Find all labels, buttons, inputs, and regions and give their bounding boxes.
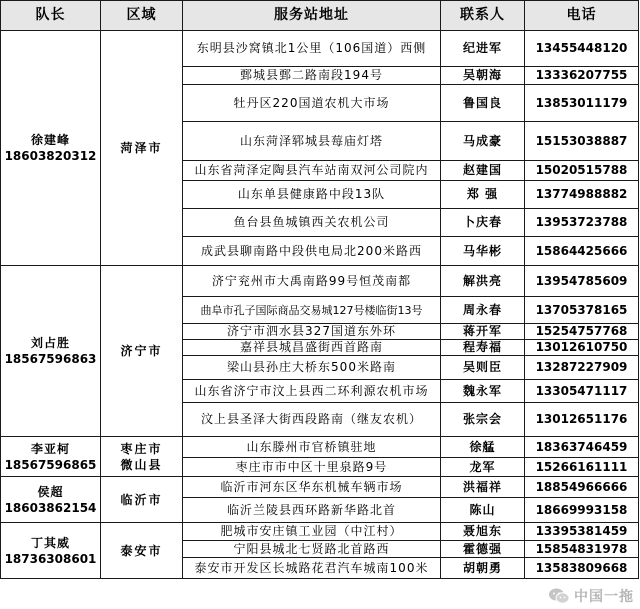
phone-cell: 13336207755 (525, 67, 639, 85)
phone-cell: 18669993158 (525, 498, 639, 523)
address-cell: 泰安市开发区长城路花君汽车城南100米 (183, 558, 441, 579)
phone-cell: 13287227909 (525, 356, 639, 380)
phone-cell: 15854831978 (525, 541, 639, 558)
contact-cell: 鲁国良 (441, 85, 525, 122)
header-row (1, 1, 639, 31)
phone-cell: 13853011179 (525, 85, 639, 122)
phone-cell: 13305471117 (525, 380, 639, 403)
watermark-text: 中国一拖 (574, 589, 634, 605)
address-cell: 山东滕州市官桥镇驻地 (183, 437, 441, 458)
header-region: 区域 (101, 1, 183, 31)
contact-cell: 郑 强 (441, 181, 525, 209)
leader-name: 刘占胜 (30, 336, 70, 350)
contact-cell: 周永春 (441, 297, 525, 324)
contact-cell: 马华彬 (441, 237, 525, 266)
leader-cell (1, 477, 101, 523)
contact-cell: 洪福祥 (441, 477, 525, 498)
phone-cell: 13953723788 (525, 209, 639, 237)
leader-name: 徐建峰 (30, 133, 70, 147)
leader-cell (1, 523, 101, 579)
region-cell (101, 31, 183, 266)
contact-cell: 胡朝勇 (441, 558, 525, 579)
phone-cell: 13954785609 (525, 266, 639, 297)
leader-phone: 18603862154 (4, 500, 97, 515)
address-cell: 宁阳县城北七贤路北首路西 (183, 541, 441, 558)
address-cell: 山东省菏泽定陶县汽车站南双河公司院内 (183, 161, 441, 181)
leader-name: 侯超 (37, 484, 64, 499)
region-name: 临沂市 (120, 492, 163, 507)
address-cell: 嘉祥县城昌盛街西首路南 (183, 340, 441, 356)
address-cell: 山东单县健康路中段13队 (183, 181, 441, 209)
phone-cell: 15864425666 (525, 237, 639, 266)
address-cell: 临沂市河东区华东机械车辆市场 (183, 477, 441, 498)
region-name: 枣庄市 (120, 441, 163, 456)
contact-cell: 聂旭东 (441, 523, 525, 541)
address-cell: 东明县沙窝镇北1公里（106国道）西侧 (183, 31, 441, 67)
address-cell: 曲阜市孔子国际商品交易城127号楼临街13号 (183, 297, 441, 324)
phone-cell: 13012610750 (525, 340, 639, 356)
leader-cell (1, 437, 101, 477)
phone-cell: 13455448120 (525, 31, 639, 67)
address-cell: 济宁市泗水县327国道东外环 (183, 324, 441, 340)
region-cell (101, 266, 183, 437)
contact-cell: 陈山 (441, 498, 525, 523)
contact-cell: 蒋开军 (441, 324, 525, 340)
address-cell: 牡丹区220国道农机大市场 (183, 85, 441, 122)
watermark (548, 586, 634, 606)
table-row (1, 31, 639, 67)
region-name: 泰安市 (120, 543, 163, 558)
region-cell (101, 523, 183, 579)
address-cell: 临沂兰陵县西环路新华路北首 (183, 498, 441, 523)
contact-cell: 霍德强 (441, 541, 525, 558)
address-cell: 汶上县圣泽大街西段路南（继友农机） (183, 403, 441, 437)
phone-cell: 15266161111 (525, 458, 639, 477)
phone-cell: 15153038887 (525, 122, 639, 161)
contact-cell: 卜庆春 (441, 209, 525, 237)
phone-cell: 13395381459 (525, 523, 639, 541)
contact-cell: 吴朝海 (441, 67, 525, 85)
table-row (1, 477, 639, 498)
phone-cell: 15020515788 (525, 161, 639, 181)
region-name: 济宁市 (120, 344, 163, 358)
phone-cell: 18363746459 (525, 437, 639, 458)
contact-cell: 马成豪 (441, 122, 525, 161)
contact-cell: 徐艋 (441, 437, 525, 458)
leader-name: 丁其威 (30, 535, 70, 550)
table-row (1, 266, 639, 297)
leader-phone: 18736308601 (4, 551, 97, 566)
contact-cell: 解洪亮 (441, 266, 525, 297)
leader-cell (1, 266, 101, 437)
address-cell: 鄄城县鄄二路南段194号 (183, 67, 441, 85)
contact-cell: 龙军 (441, 458, 525, 477)
phone-cell: 18854966666 (525, 477, 639, 498)
region-name: 菏泽市 (120, 141, 163, 155)
contact-cell: 魏永军 (441, 380, 525, 403)
region-name: 微山县 (120, 457, 163, 472)
leader-phone: 18567596865 (4, 457, 97, 472)
header-address: 服务站地址 (183, 1, 441, 31)
wechat-icon (548, 587, 570, 605)
contact-cell: 程寿福 (441, 340, 525, 356)
phone-cell: 13774988882 (525, 181, 639, 209)
region-cell (101, 437, 183, 477)
address-cell: 山东省济宁市汶上县西二环利源农机市场 (183, 380, 441, 403)
leader-cell (1, 31, 101, 266)
leader-phone: 18567596863 (4, 352, 97, 366)
contact-cell: 纪进军 (441, 31, 525, 67)
contact-cell: 赵建国 (441, 161, 525, 181)
header-leader: 队长 (1, 1, 101, 31)
phone-cell: 13583809668 (525, 558, 639, 579)
region-cell (101, 477, 183, 523)
phone-cell: 13705378165 (525, 297, 639, 324)
contact-cell: 吴则臣 (441, 356, 525, 380)
address-cell: 枣庄市市中区十里泉路9号 (183, 458, 441, 477)
leader-name: 李亚柯 (30, 441, 70, 456)
leader-phone: 18603820312 (4, 149, 97, 163)
address-cell: 山东菏泽郓城县莓庙灯塔 (183, 122, 441, 161)
table-row (1, 523, 639, 541)
address-cell: 济宁兖州市大禹南路99号恒茂南都 (183, 266, 441, 297)
phone-cell: 15254757768 (525, 324, 639, 340)
phone-cell: 13012651176 (525, 403, 639, 437)
address-cell: 成武县聊南路中段供电局北200米路西 (183, 237, 441, 266)
table-row (1, 437, 639, 458)
address-cell: 鱼台县鱼城镇西关农机公司 (183, 209, 441, 237)
header-contact: 联系人 (441, 1, 525, 31)
contact-cell: 张宗会 (441, 403, 525, 437)
header-phone: 电话 (525, 1, 639, 31)
address-cell: 肥城市安庄镇工业园（中江村） (183, 523, 441, 541)
address-cell: 梁山县孙庄大桥东500米路南 (183, 356, 441, 380)
